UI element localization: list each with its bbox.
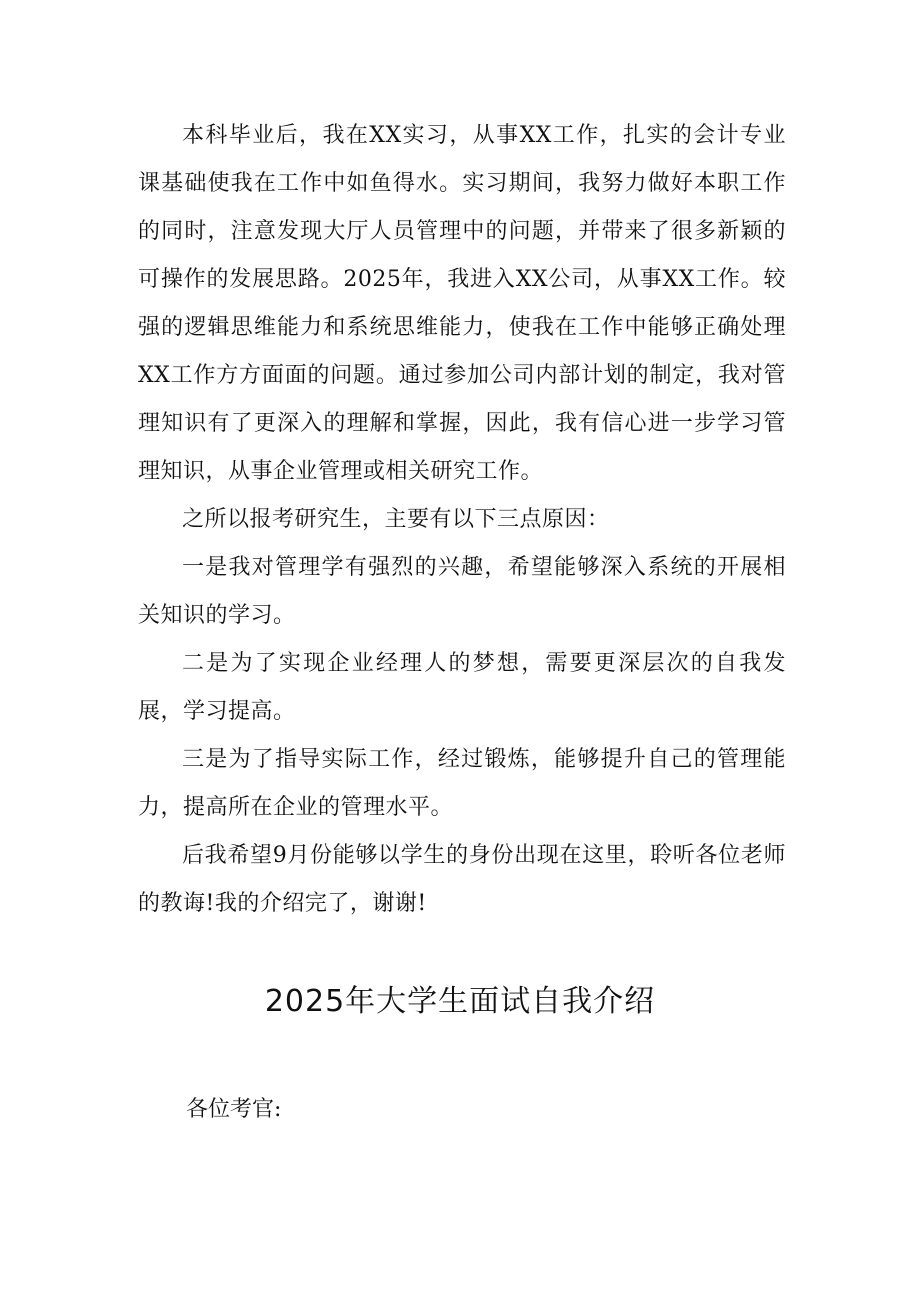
salutation: 各位考官: — [186, 1097, 282, 1122]
paragraph-closing: 后我希望9月份能够以学生的身份出现在这里，聆听各位老师的教诲!我的介绍完了，谢谢! — [138, 843, 786, 916]
document-title: 2025年大学生面试自我介绍 — [264, 984, 656, 1019]
body-text — [138, 112, 786, 928]
paragraph-work-experience: 本科毕业后，我在XX实习，从事XX工作，扎实的会计专业课基础使我在工作中如鱼得水。实习期间，我努力做好本职工作的同时，注意发现大厅人员管理中的问题，并带来了很多新颖的可操作的发展思路。2025年，我进入XX公司，从事XX工作。较强的逻辑思维能力和系统思维能力，使我在工作中能够正确处理XX工作方方面面的问题。通过参加公司内部计划的制定，我对管理知识有了更深入的理解和掌握，因此，我有信心进一步学习管理知识，从事企业管理或相关研究工作。 — [138, 123, 786, 484]
paragraph-reason-two: 二是为了实现企业经理人的梦想，需要更深层次的自我发展，学习提高。 — [138, 651, 786, 724]
paragraph-reason-one: 一是我对管理学有强烈的兴趣，希望能够深入系统的开展相关知识的学习。 — [138, 555, 786, 628]
paragraph-reason-three: 三是为了指导实际工作，经过锻炼，能够提升自己的管理能力，提高所在企业的管理水平。 — [138, 747, 786, 820]
paragraph-reasons-intro: 之所以报考研究生，主要有以下三点原因： — [182, 507, 610, 532]
